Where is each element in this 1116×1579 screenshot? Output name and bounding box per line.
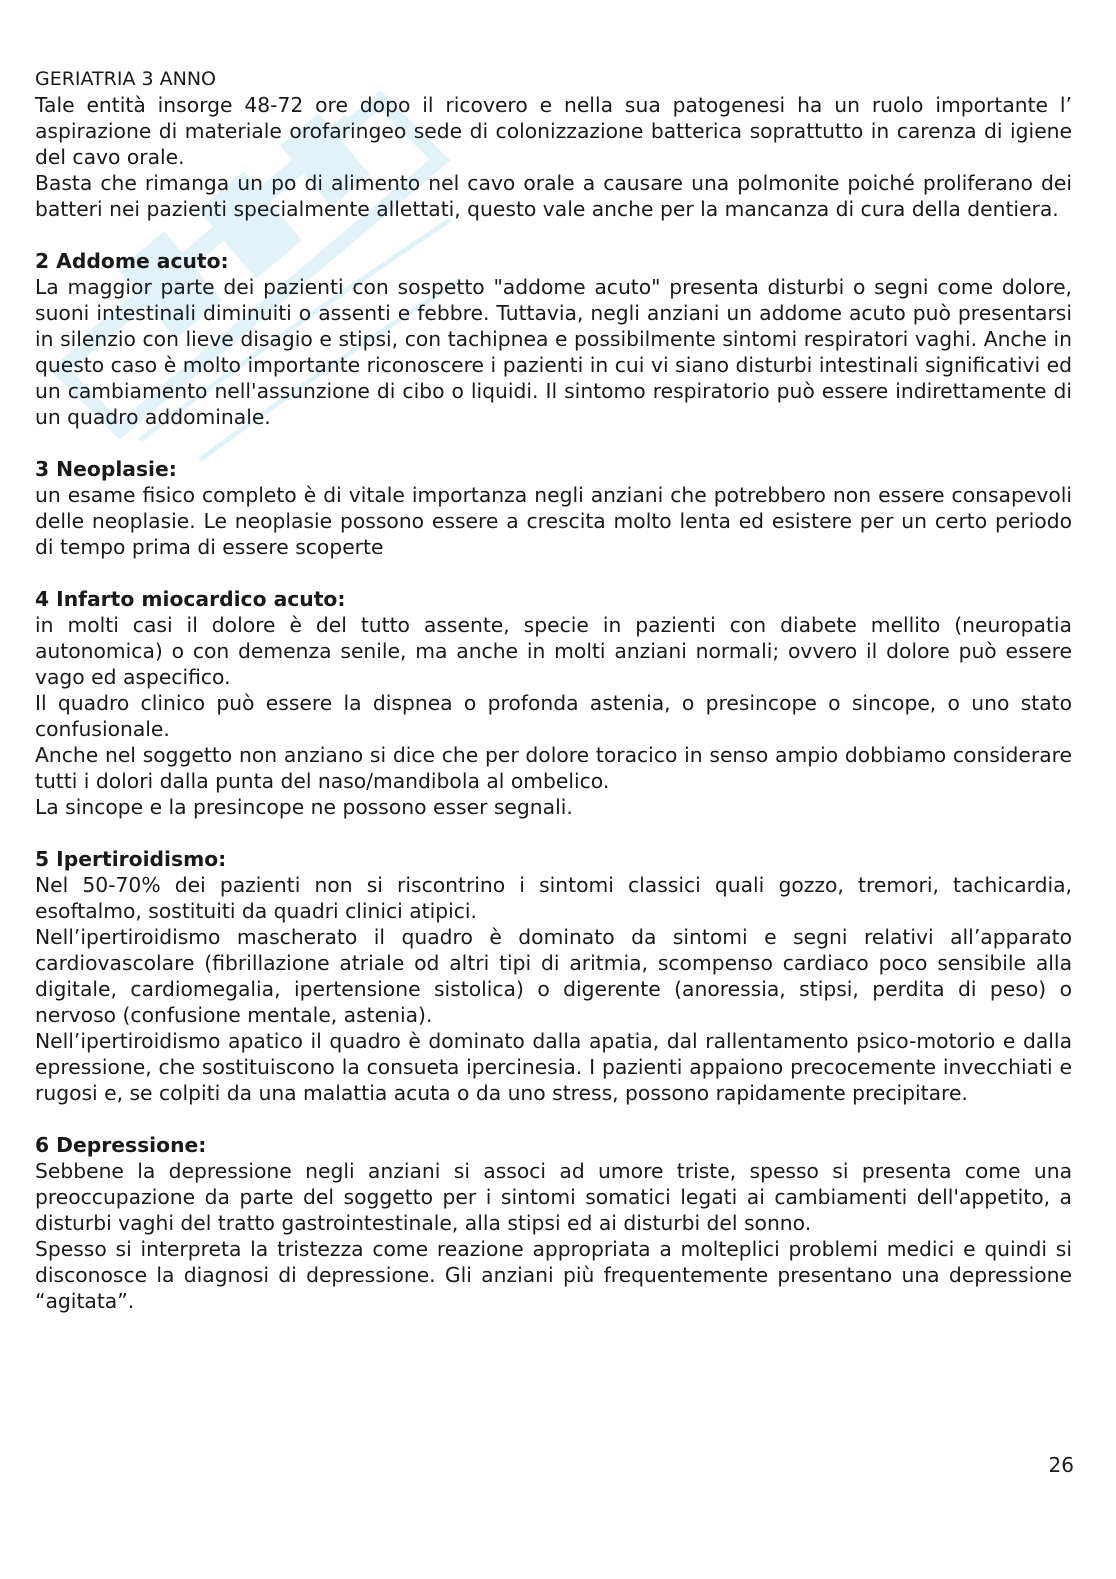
section-paragraph: Anche nel soggetto non anziano si dice che per dolore toracico in senso ampio dobbiamo considerare tutti i dolori dalla punta del naso/mandibola al ombelico. bbox=[35, 743, 1072, 793]
section-title: 6 Depressione: bbox=[35, 1133, 207, 1157]
intro-section bbox=[35, 92, 1072, 222]
section-paragraph: Nell’ipertiroidismo mascherato il quadro è dominato da sintomi e segni relativi all’apparato cardiovascolare (fibrillazione atriale od altri tipi di aritmia, scompenso cardiaco poco sensibile alla digitale, cardiomegalia, ipertensione sistolica) o digerente (anoressia, stipsi, perdita di peso) o nervoso (confusione mentale, astenia). bbox=[35, 925, 1072, 1027]
section-ipertiroidismo bbox=[35, 846, 1072, 1106]
section-title: 5 Ipertiroidismo: bbox=[35, 847, 227, 871]
page-number: 26 bbox=[1048, 1453, 1074, 1477]
intro-paragraph: Tale entità insorge 48-72 ore dopo il ricovero e nella sua patogenesi ha un ruolo importante l’ aspirazione di materiale orofaringeo sede di colonizzazione batterica soprattutto in carenza di igiene del cavo orale. bbox=[35, 93, 1072, 169]
section-paragraph: Sebbene la depressione negli anziani si associ ad umore triste, spesso si presenta come una preoccupazione da parte del soggetto per i sintomi somatici legati ai cambiamenti dell'appetito, a disturbi vaghi del tratto gastrointestinale, alla stipsi ed ai disturbi del sonno. bbox=[35, 1159, 1072, 1235]
section-paragraph: un esame fisico completo è di vitale importanza negli anziani che potrebbero non essere consapevoli delle neoplasie. Le neoplasie possono essere a crescita molto lenta ed esistere per un certo periodo di tempo prima di essere scoperte bbox=[35, 483, 1072, 559]
section-depressione bbox=[35, 1132, 1072, 1314]
intro-paragraph: Basta che rimanga un po di alimento nel cavo orale a causare una polmonite poiché proliferano dei batteri nei pazienti specialmente allettati, questo vale anche per la mancanza di cura della dentiera. bbox=[35, 171, 1072, 221]
section-neoplasie bbox=[35, 456, 1072, 560]
section-paragraph: La sincope e la presincope ne possono esser segnali. bbox=[35, 795, 573, 819]
section-title: 4 Infarto miocardico acuto: bbox=[35, 587, 346, 611]
section-paragraph: Il quadro clinico può essere la dispnea o profonda astenia, o presincope o sincope, o uno stato confusionale. bbox=[35, 691, 1072, 741]
section-paragraph: La maggior parte dei pazienti con sospetto "addome acuto" presenta disturbi o segni come dolore, suoni intestinali diminuiti o assenti e febbre. Tuttavia, negli anziani un addome acuto può presentarsi in silenzio con lieve disagio e stipsi, con tachipnea e possibilmente sintomi respiratori vaghi. Anche in questo caso è molto importante riconoscere i pazienti in cui vi siano disturbi intestinali significativi ed un cambiamento nell'assunzione di cibo o liquidi. Il sintomo respiratorio può essere indirettamente di un quadro addominale. bbox=[35, 275, 1072, 429]
section-title: 2 Addome acuto: bbox=[35, 249, 229, 273]
section-addome-acuto bbox=[35, 248, 1072, 430]
section-paragraph: Spesso si interpreta la tristezza come reazione appropriata a molteplici problemi medici e quindi si disconosce la diagnosi di depressione. Gli anziani più frequentemente presentano una depressione “agitata”. bbox=[35, 1237, 1072, 1313]
section-infarto-miocardico bbox=[35, 586, 1072, 820]
document-header: GERIATRIA 3 ANNO bbox=[35, 68, 217, 90]
section-paragraph: Nell’ipertiroidismo apatico il quadro è dominato dalla apatia, dal rallentamento psico-motorio e dalla epressione, che sostituiscono la consueta ipercinesia. I pazienti appaiono precocemente invecchiati e rugosi e, se colpiti da una malattia acuta o da uno stress, possono rapidamente precipitare. bbox=[35, 1029, 1072, 1105]
document-page bbox=[35, 66, 1072, 1314]
section-title: 3 Neoplasie: bbox=[35, 457, 177, 481]
section-paragraph: in molti casi il dolore è del tutto assente, specie in pazienti con diabete mellito (neuropatia autonomica) o con demenza senile, ma anche in molti anziani normali; ovvero il dolore può essere vago ed aspecifico. bbox=[35, 613, 1072, 689]
section-paragraph: Nel 50-70% dei pazienti non si riscontrino i sintomi classici quali gozzo, tremori, tachicardia, esoftalmo, sostituiti da quadri clinici atipici. bbox=[35, 873, 1072, 923]
